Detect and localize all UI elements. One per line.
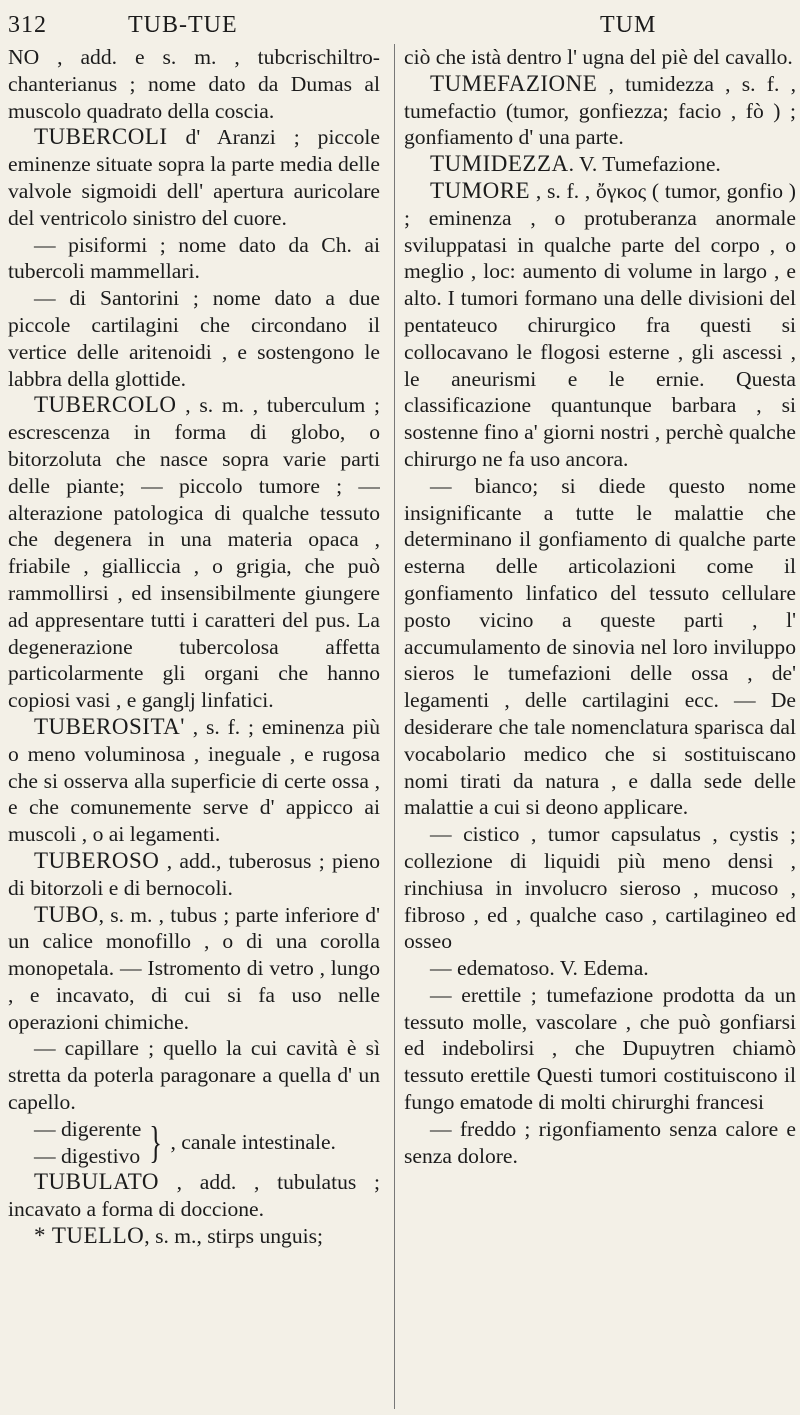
entry-tumefazione bbox=[404, 71, 796, 151]
left-column bbox=[8, 44, 380, 1409]
entry-continuation: ciò che istà dentro l' ugna del piè del cavallo. bbox=[404, 45, 793, 69]
page-number: 312 bbox=[8, 12, 47, 38]
running-header bbox=[0, 4, 800, 44]
entry-tubercoli bbox=[8, 124, 380, 231]
subentry-santorini: — di Santorini ; nome dato a due piccole cartilagini che circondano il vertice delle aritenoidi , e sostengono le labbra della glottide. bbox=[8, 286, 380, 391]
headword: TUBULATO bbox=[34, 1169, 159, 1195]
subentry-digerente-definition: , canale intestinale. bbox=[170, 1130, 336, 1155]
subentry-digestivo-label: — digestivo bbox=[34, 1143, 141, 1168]
headword: TUBERCOLO bbox=[34, 392, 177, 418]
headword: TUBO bbox=[34, 901, 99, 927]
subentry-edematoso: — edematoso. V. Edema. bbox=[430, 956, 649, 981]
entry-text: , s. m. , tubus ; parte inferiore d' un calice monofillo , o di una corolla monopetala. — Istromento di vetro , lungo , e incavato, di cui si fa uso nelle operazioni chimiche. bbox=[8, 902, 380, 1034]
entry-tuberosita bbox=[8, 714, 380, 848]
subentry-bianco: — bianco; si diede questo nome insignificante a tutte le malattie che determinano il gonfiamento di qualche parte esterna delle articolazioni come il gonfiamento linfatico del tessuto cellulare posto vicino a queste parti , l' accumulamento de sinovia nel loro inviluppo sieros le tumefazioni delle ossa , de' legamenti , delle cartilagini ecc. — De desiderare che tale nomenclatura sparisca dal vocabolario medico che si sostituiscano nomi tirati da natura , e dalla sede delle malattie a cui si deono applicare. bbox=[404, 473, 796, 820]
entry-text: , s. f. , ὄγκος ( tumor, gonfio ) ; eminenza , o protuberanza anormale sviluppatasi in qualche parte del corpo , o meglio , loc: aumento di volume in largo , e alto. I tumori formano una delle divisioni del pentateuco chirurgico fra questi si collocavano le flogosi esterne , gli ascessi , le aneurismi e le ernie. Questa classificazione quantunque barbara , si sostenne fino a' giorni nostri , perchè qualche chirurgo ne fa uso ancora. bbox=[404, 178, 796, 471]
subentry-digerente bbox=[8, 1116, 380, 1170]
headword: TUBEROSITA' bbox=[34, 713, 185, 739]
entry-tumore bbox=[404, 178, 796, 473]
headword: * TUELLO bbox=[34, 1223, 145, 1249]
column-divider bbox=[394, 44, 395, 1409]
headword: TUMEFAZIONE bbox=[430, 70, 598, 96]
headword: TUMORE bbox=[430, 177, 531, 203]
subentry-digerente-label: — digerente bbox=[34, 1116, 142, 1141]
entry-text: d' Aranzi ; piccole eminenze situate sopra la parte media delle valvole sigmoidi dell' apertura auricolare del ventricolo sinistro del cuore. bbox=[8, 125, 380, 230]
entry-tuello bbox=[8, 1223, 380, 1250]
entry-text: , tumidezza , s. f. , tumefactio (tumor, gonfiezza; facio , fò ) ; gonfiamento d' una parte. bbox=[404, 71, 796, 150]
entry-text: , add. , tubulatus ; incavato a forma di doccione. bbox=[8, 1170, 380, 1222]
entry-text: , s. m., stirps unguis; bbox=[144, 1224, 324, 1249]
left-running-head: TUB-TUE bbox=[128, 12, 238, 38]
entry-tumidezza bbox=[404, 151, 796, 178]
subentry-capillare: — capillare ; quello la cui cavità è sì stretta da poterla paragonare a quella d' un capello. bbox=[8, 1036, 380, 1115]
entry-text: , add., tuberosus ; pieno di bitorzoli e di bernocoli. bbox=[8, 848, 380, 900]
entry-tubercolo bbox=[8, 392, 380, 714]
right-running-head: TUM bbox=[600, 12, 657, 38]
entry-tubulato bbox=[8, 1169, 380, 1223]
entry-text: . V. Tumefazione. bbox=[568, 152, 721, 177]
right-column bbox=[404, 44, 796, 1409]
entry-text: , s. m. , tuberculum ; escrescenza in forma di globo, o bitorzoluta che nasce sopra varie parti delle piante; — piccolo tumore ; — alterazione patologica di qualche tessuto che degenera in una materia opaca , friabile , gialliccia , o grigia, che può rammollirsi , ed insensibilmente giungere ad appresentare tutti i caratteri del pus. La degenerazione tubercolosa affetta particolarmente gli organi che hanno copiosi vasi , e ganglj linfatici. bbox=[8, 393, 380, 713]
headword: TUMIDEZZA bbox=[430, 151, 569, 177]
entry-continuation: NO , add. e s. m. , tubcrischiltro-chanterianus ; nome dato da Dumas al muscolo quadrato della coscia. bbox=[8, 45, 380, 123]
brace-glyph: } bbox=[149, 1117, 163, 1167]
subentry-pisiformi: — pisiformi ; nome dato da Ch. ai tubercoli mammellari. bbox=[8, 232, 380, 284]
headword: TUBERCOLI bbox=[34, 124, 168, 150]
headword: TUBEROSO bbox=[34, 847, 160, 873]
subentry-freddo: — freddo ; rigonfiamento senza calore e senza dolore. bbox=[404, 1116, 796, 1168]
entry-tubo bbox=[8, 902, 380, 1036]
subentry-erettile: — erettile ; tumefazione prodotta da un tessuto molle, vascolare , che può gonfiarsi ed indebolirsi , che Dupuytren chiamò tessuto erettile Questi tumori costituiscono il fungo ematode di molti chirurghi francesi bbox=[404, 982, 796, 1115]
entry-tuberoso bbox=[8, 848, 380, 902]
subentry-cistico: — cistico , tumor capsulatus , cystis ; collezione di liquidi più meno densi , rinchiusa in involucro sieroso , mucoso , fibroso , ed , qualche caso , cartilagineo ed osseo bbox=[404, 822, 796, 954]
entry-text: , s. f. ; eminenza più o meno voluminosa , ineguale , e rugosa che si osserva alla superficie di certe ossa , e che comunemente serve d' appicco ai muscoli , o ai legamenti. bbox=[8, 714, 380, 847]
